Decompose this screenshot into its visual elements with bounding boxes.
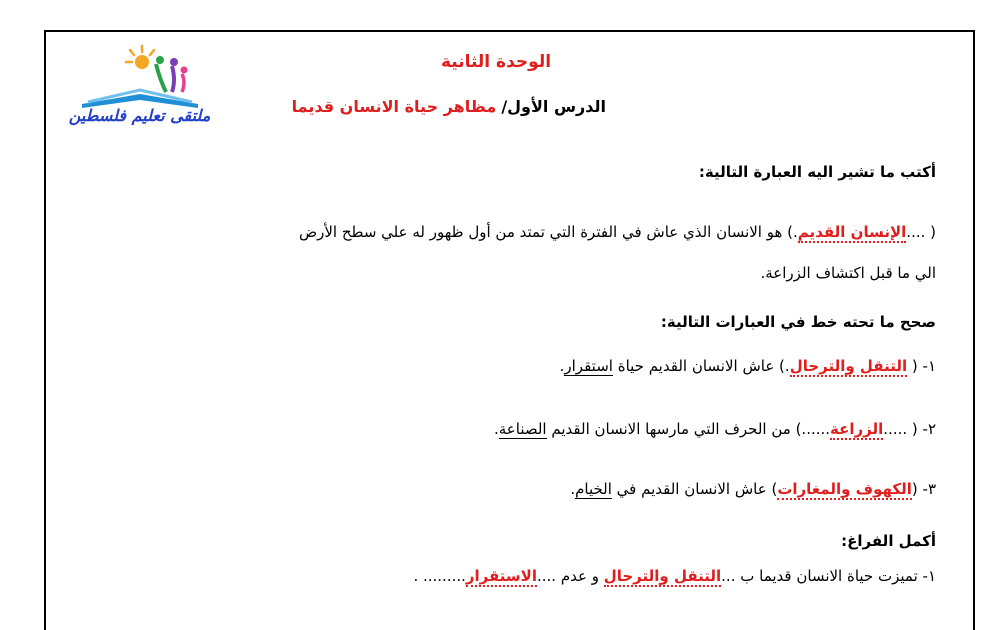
section2-item-3: ٣- (الكهوف والمغارات) عاش الانسان القديم في الخيام.: [570, 480, 936, 498]
section1-line1: ( ....الإنسان القديم.) هو الانسان الذي عاش في الفترة التي تمتد من أول ظهور له علي سطح الأرض: [298, 223, 936, 241]
answer-ancient-human: الإنسان القديم: [797, 223, 907, 241]
lesson-title: الدرس الأول/ مظاهر حياة الانسان قديما: [291, 97, 606, 116]
book-sun-icon: [52, 40, 227, 110]
section2-heading: صحح ما تحته خط في العبارات التالية:: [660, 313, 936, 331]
answer-1: التنقل والترحال: [789, 357, 908, 375]
section2-item-1: ١- ( التنقل والترحال.) عاش الانسان القديم حياة استقرار.: [559, 357, 936, 375]
answer-fill-2: الاستقرار: [465, 567, 537, 585]
section3-heading: أكمل الفراغ:: [841, 532, 936, 550]
answer-3: الكهوف والمغارات: [777, 480, 912, 498]
section2-item-2: ٢- ( .....الزراعة......) من الحرف التي مارسها الانسان القديم الصناعة.: [493, 420, 936, 438]
section3-item-1: ١- تميزت حياة الانسان قديما ب ...التنقل والترحال و عدم ....الاستقرار......... .: [413, 567, 936, 585]
section1-line2: الي ما قبل اكتشاف الزراعة.: [760, 264, 936, 282]
unit-title: الوحدة الثانية: [440, 52, 552, 72]
answer-2: الزراعة: [830, 420, 884, 438]
section1-heading: أكتب ما تشير اليه العبارة التالية:: [698, 163, 936, 181]
answer-fill-1: التنقل والترحال: [603, 567, 722, 585]
logo-text: ملتقى تعليم فلسطين: [68, 106, 211, 125]
